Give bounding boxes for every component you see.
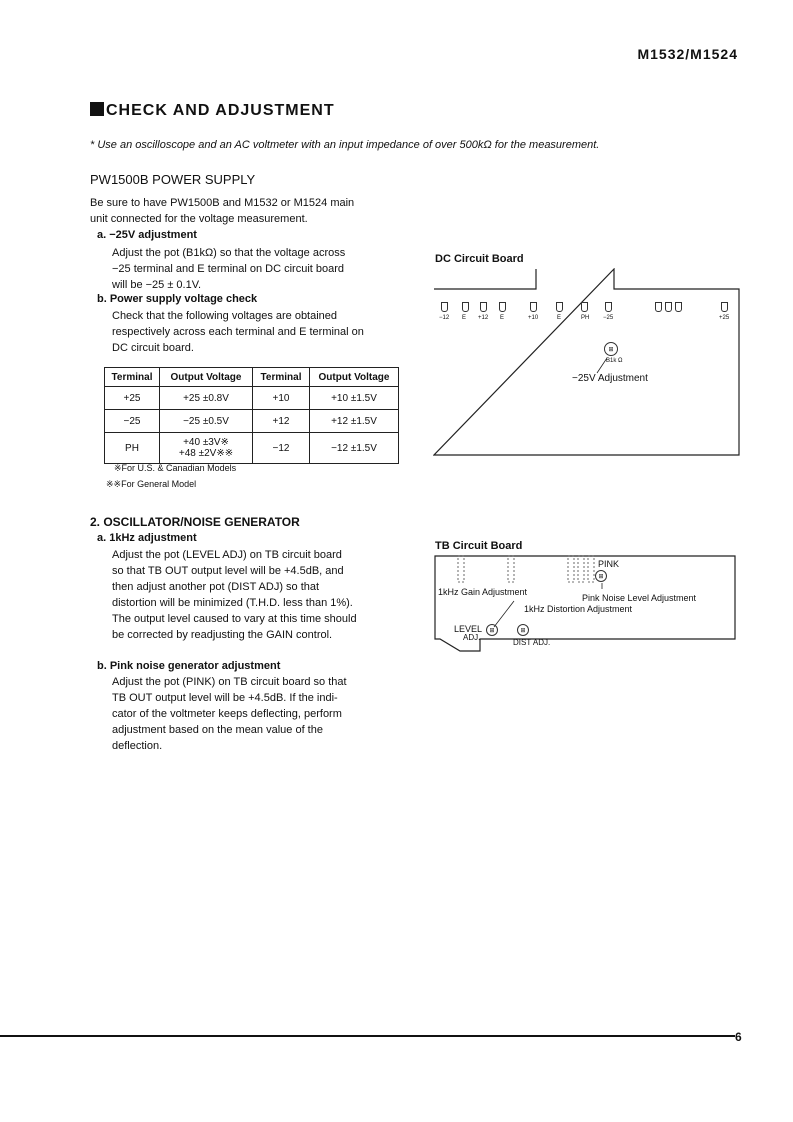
- terminal-label: −12: [439, 315, 450, 321]
- terminal-label: +10: [528, 315, 539, 321]
- terminal-icon: [462, 302, 469, 312]
- model-number: M1532/M1524: [637, 46, 738, 62]
- terminal-label: E: [500, 315, 505, 321]
- section-title-text: CHECK AND ADJUSTMENT: [106, 102, 335, 119]
- pot-icon: ⊞: [604, 342, 618, 356]
- leader-line: [596, 358, 608, 374]
- adj-25v-label: −25V Adjustment: [572, 373, 648, 384]
- terminal-icon: [655, 302, 662, 312]
- terminal-icon: [556, 302, 563, 312]
- terminal-icon: [675, 302, 682, 312]
- table-header: Output Voltage: [310, 368, 399, 387]
- level-adj-label: ADJ.: [463, 633, 481, 642]
- table-cell: +10: [253, 387, 310, 410]
- voltage-check-line: respectively across each terminal and E terminal on: [112, 326, 364, 338]
- table-header: Terminal: [253, 368, 310, 387]
- 1khz-line: The output level caused to vary at this time should: [112, 613, 357, 625]
- table-cell: +12 ±1.5V: [310, 410, 399, 433]
- table-row: [105, 410, 399, 433]
- pink-line: Adjust the pot (PINK) on TB circuit board so that: [112, 676, 347, 688]
- gain-adj-label: 1kHz Gain Adjustment: [438, 587, 528, 597]
- voltage-check-title: b. Power supply voltage check: [97, 293, 258, 305]
- tb-board-label: TB Circuit Board: [435, 540, 523, 552]
- terminal-label: −25: [603, 315, 614, 321]
- voltage-check-body: [112, 308, 392, 356]
- level-label: LEVEL: [454, 624, 483, 634]
- 1khz-line: distortion will be minimized (T.H.D. less than 1%).: [112, 597, 353, 609]
- power-intro: [90, 195, 354, 227]
- terminal-icon: [605, 302, 612, 312]
- table-header: Terminal: [105, 368, 160, 387]
- dist-adj-label: 1kHz Distortion Adjustment: [524, 604, 633, 614]
- pink-line: adjustment based on the mean value of the: [112, 724, 323, 736]
- pink-adj-label: Pink Noise Level Adjustment: [582, 593, 697, 603]
- table-row: [105, 433, 399, 464]
- square-bullet-icon: [90, 102, 104, 116]
- adj-25v-body: [112, 245, 392, 293]
- terminal-icon: [530, 302, 537, 312]
- table-header-row: [105, 368, 399, 387]
- table-cell: +25: [105, 387, 160, 410]
- dist-adj-short: DIST ADJ.: [513, 638, 551, 647]
- terminal-icon: [581, 302, 588, 312]
- footer-rule: [0, 1035, 735, 1037]
- footnote-general: ※※For General Model: [106, 479, 197, 489]
- oscillator-title: 2. OSCILLATOR/NOISE GENERATOR: [90, 515, 300, 529]
- power-intro-line: Be sure to have PW1500B and M1532 or M1524 main: [90, 197, 355, 209]
- pink-adj-title: b. Pink noise generator adjustment: [97, 660, 281, 672]
- dc-board-outline: [433, 268, 740, 456]
- ph-voltage-general: +48 ±2V※※: [178, 448, 234, 459]
- table-cell: [160, 433, 253, 464]
- table-cell: −25 ±0.5V: [160, 410, 253, 433]
- terminal-icon: [499, 302, 506, 312]
- terminal-label: E: [462, 315, 467, 321]
- pink-pot-icon: ⊞: [595, 570, 607, 582]
- terminal-label: PH: [581, 315, 590, 321]
- terminal-label: +12: [478, 315, 489, 321]
- adj-25v-line: will be −25 ± 0.1V.: [112, 279, 202, 291]
- terminal-icon: [480, 302, 487, 312]
- table-cell: −12: [253, 433, 310, 464]
- section-title: [90, 102, 335, 120]
- pink-line: cator of the voltmeter keeps deflecting, perform: [112, 708, 342, 720]
- 1khz-line: then adjust another pot (DIST ADJ) so that: [112, 581, 320, 593]
- dc-board-diagram: [433, 268, 740, 456]
- table-cell: +12: [253, 410, 310, 433]
- voltage-check-line: DC circuit board.: [112, 342, 194, 354]
- 1khz-adj-body: [112, 547, 397, 643]
- table-cell: −25: [105, 410, 160, 433]
- terminal-icon: [441, 302, 448, 312]
- voltage-table: [104, 367, 399, 464]
- table-cell: +25 ±0.8V: [160, 387, 253, 410]
- tb-board-diagram: [430, 553, 740, 655]
- terminal-label: +25: [719, 315, 730, 321]
- terminal-label: E: [557, 315, 562, 321]
- 1khz-adj-title: a. 1kHz adjustment: [97, 532, 197, 544]
- page-number: 6: [735, 1030, 742, 1044]
- 1khz-line: Adjust the pot (LEVEL ADJ) on TB circuit board: [112, 549, 342, 561]
- voltage-check-line: Check that the following voltages are obtained: [112, 310, 338, 322]
- dist-pot-icon: ⊞: [517, 624, 529, 636]
- 1khz-line: so that TB OUT output level will be +4.5dB, and: [112, 565, 344, 577]
- table-header: Output Voltage: [160, 368, 253, 387]
- pink-adj-body: [112, 674, 397, 754]
- footnote-us: ※For U.S. & Canadian Models: [114, 463, 237, 473]
- adj-25v-line: Adjust the pot (B1kΩ) so that the voltage across: [112, 247, 346, 259]
- terminal-icon: [721, 302, 728, 312]
- pot-value: B1k Ω: [606, 358, 623, 364]
- table-row: [105, 387, 399, 410]
- table-cell: −12 ±1.5V: [310, 433, 399, 464]
- adj-25v-title: a. −25V adjustment: [97, 229, 197, 241]
- level-pot-icon: ⊞: [486, 624, 498, 636]
- measurement-note: * Use an oscilloscope and an AC voltmeter with an input impedance of over 500kΩ for the measurement.: [90, 139, 600, 151]
- 1khz-line: be corrected by readjusting the GAIN control.: [112, 629, 333, 641]
- dc-board-label: DC Circuit Board: [435, 253, 524, 265]
- pink-label: PINK: [598, 559, 620, 569]
- pink-line: deflection.: [112, 740, 163, 752]
- table-cell: +10 ±1.5V: [310, 387, 399, 410]
- table-cell: PH: [105, 433, 160, 464]
- pink-line: TB OUT output level will be +4.5dB. If the indi-: [112, 692, 338, 704]
- terminal-icon: [665, 302, 672, 312]
- power-intro-line: unit connected for the voltage measurement.: [90, 213, 308, 225]
- ph-voltage-us: +40 ±3V※: [183, 437, 229, 448]
- power-supply-title: PW1500B POWER SUPPLY: [90, 172, 256, 187]
- adj-25v-line: −25 terminal and E terminal on DC circuit board: [112, 263, 345, 275]
